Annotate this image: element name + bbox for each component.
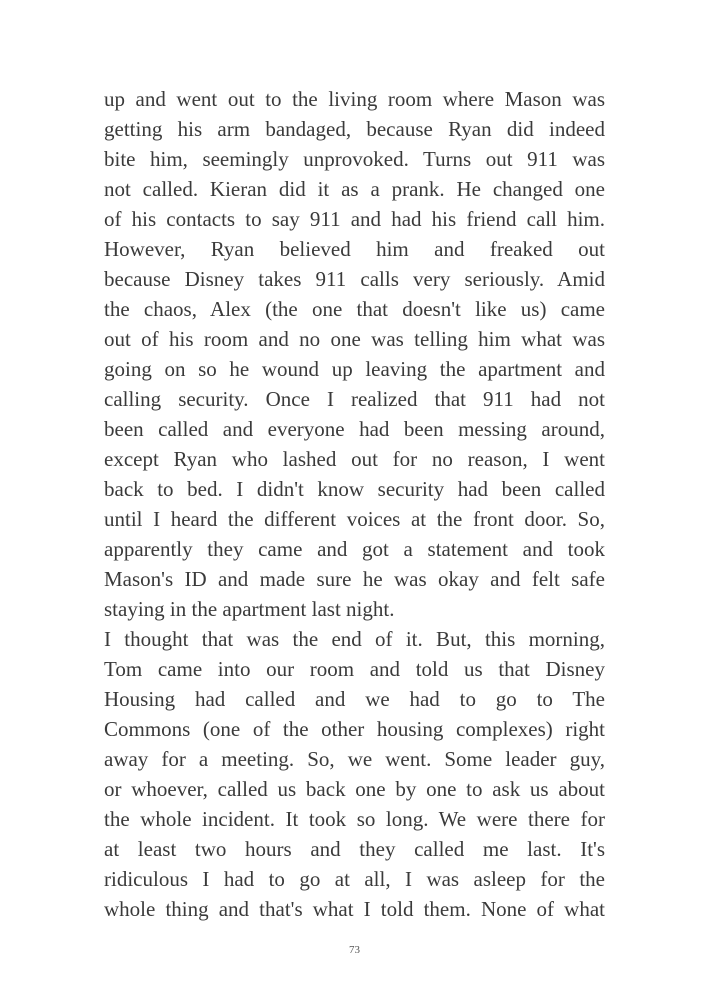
- text-line: Housing had called and we had to go to The: [104, 687, 605, 711]
- text-line: back to bed. I didn't know security had been called: [104, 477, 605, 501]
- text-line: bite him, seemingly unprovoked. Turns out 911 was: [104, 147, 605, 171]
- text-line: Tom came into our room and told us that Disney: [104, 657, 605, 681]
- text-line: been called and everyone had been messing around,: [104, 417, 605, 441]
- text-line: Commons (one of the other housing complexes) right: [104, 717, 605, 741]
- text-line: away for a meeting. So, we went. Some leader guy,: [104, 747, 605, 771]
- text-line: apparently they came and got a statement and took: [104, 537, 605, 561]
- text-line: because Disney takes 911 calls very seriously. Amid: [104, 267, 605, 291]
- text-line: not called. Kieran did it as a prank. He changed one: [104, 177, 605, 201]
- text-line: at least two hours and they called me last. It's: [104, 837, 605, 861]
- text-line: whole thing and that's what I told them. None of what: [104, 897, 605, 921]
- text-line: out of his room and no one was telling him what was: [104, 327, 605, 351]
- text-line: except Ryan who lashed out for no reason, I went: [104, 447, 605, 471]
- text-line: calling security. Once I realized that 911 had not: [104, 387, 605, 411]
- page-number: 73: [349, 944, 360, 956]
- text-line: However, Ryan believed him and freaked out: [104, 237, 605, 261]
- text-line: staying in the apartment last night.: [104, 597, 395, 621]
- body-text: [104, 84, 605, 924]
- text-line: of his contacts to say 911 and had his friend call him.: [104, 207, 605, 231]
- text-line: Mason's ID and made sure he was okay and felt safe: [104, 567, 605, 591]
- text-line: up and went out to the living room where Mason was: [104, 87, 605, 111]
- text-line: or whoever, called us back one by one to ask us about: [104, 777, 605, 801]
- text-line: the chaos, Alex (the one that doesn't like us) came: [104, 297, 605, 321]
- text-line: ridiculous I had to go at all, I was asleep for the: [104, 867, 605, 891]
- text-line: going on so he wound up leaving the apartment and: [104, 357, 605, 381]
- text-line: the whole incident. It took so long. We were there for: [104, 807, 605, 831]
- text-line: until I heard the different voices at the front door. So,: [104, 507, 605, 531]
- text-line: getting his arm bandaged, because Ryan did indeed: [104, 117, 605, 141]
- text-line: I thought that was the end of it. But, this morning,: [104, 627, 605, 651]
